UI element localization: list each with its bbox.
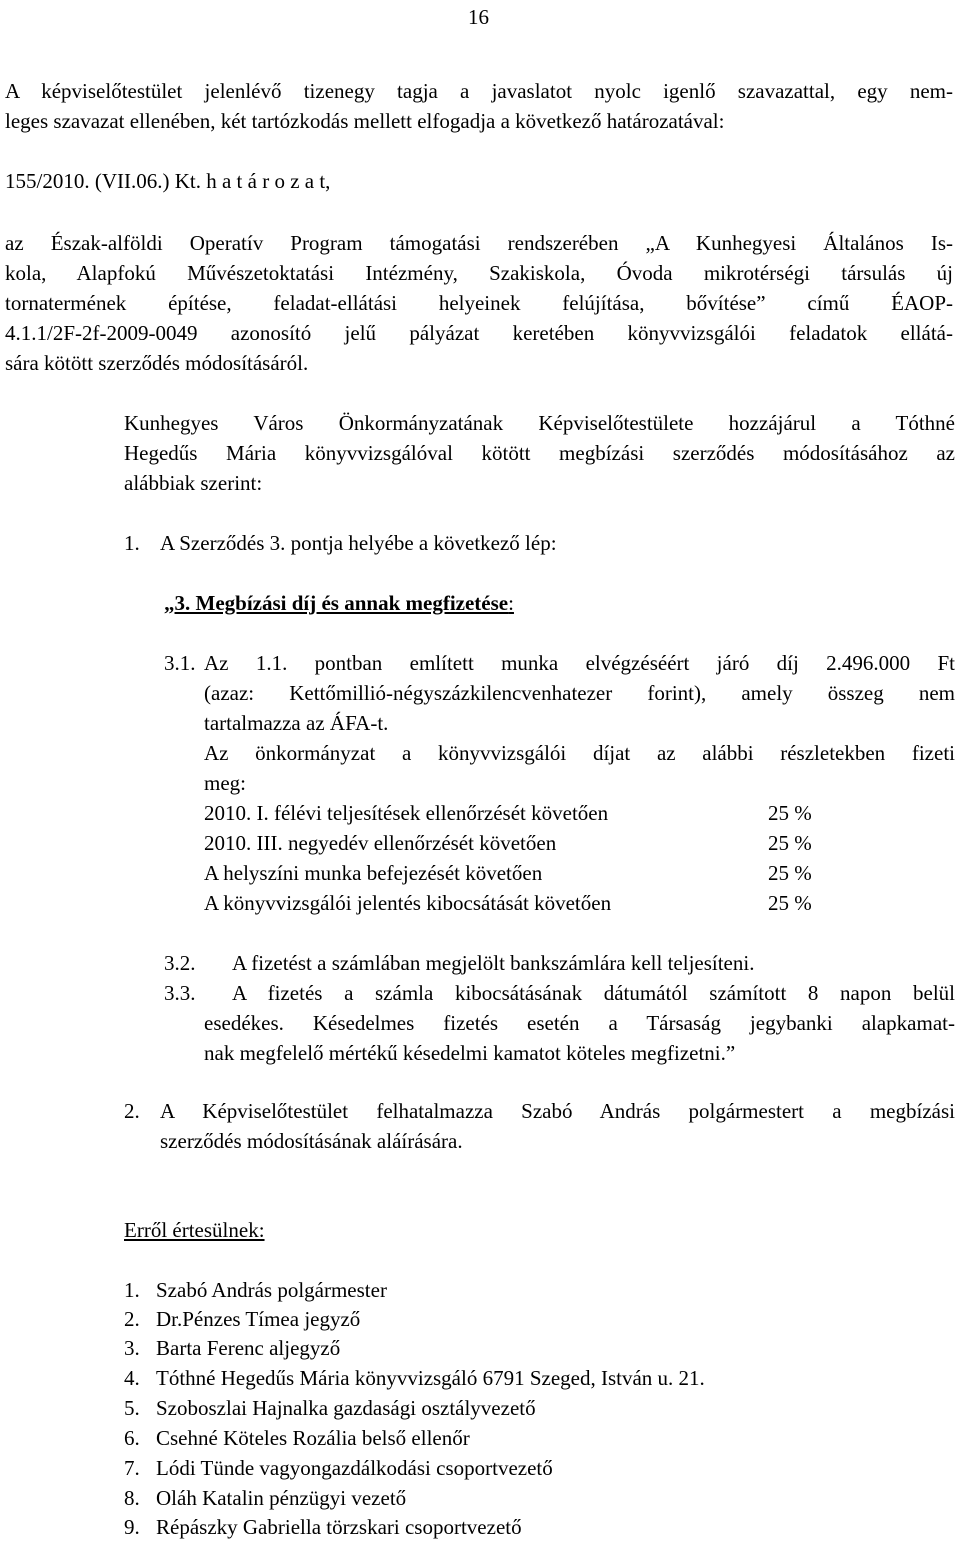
page-number: 16 [468,5,489,29]
clause-3-1-line-3: tartalmazza az ÁFA-t. [204,711,389,735]
item-1-text: A Szerződés 3. pontja helyébe a következő lép: [160,531,557,555]
clause-3-3-line-2: esedékes. Késedelmes fizetés esetén a Társaság jegybanki alapkamat- [204,1011,955,1035]
installment-1-label: 2010. I. félévi teljesítések ellenőrzését követően [204,801,609,825]
installment-3-percent: 25 % [768,861,812,885]
clause-3-1-line-2: (azaz: Kettőmillió-négyszázkilencvenhatezer forint), amely összeg nem [204,681,955,705]
clause-3-3-line-3: nak megfelelő mértékű késedelmi kamatot köteles megfizetni.” [204,1041,736,1065]
recipient-name: Dr.Pénzes Tímea jegyző [156,1307,361,1331]
decision-line-1: Kunhegyes Város Önkormányzatának Képviselőtestülete hozzájárul a Tóthné [124,411,955,435]
decision-line-2: Hegedűs Mária könyvvizsgálóval kötött megbízási szerződés módosításához az [124,441,955,465]
recipient-number: 7. [124,1456,140,1480]
item-2-number: 2. [124,1099,140,1123]
list-item [124,1483,406,1513]
installment-2-label: 2010. III. negyedév ellenőrzését követően [204,831,557,855]
intro-line-1: A képviselőtestület jelenlévő tizenegy tagja a javaslatot nyolc igenlő szavazattal, egy nem- [5,79,953,103]
recipient-number: 5. [124,1396,140,1420]
recipient-name: Tóthné Hegedűs Mária könyvvizsgáló 6791 Szeged, István u. 21. [156,1366,705,1390]
list-item [124,1512,522,1542]
installment-3-label: A helyszíni munka befejezését követően [204,861,543,885]
recipient-name: Barta Ferenc aljegyző [156,1336,341,1360]
decision-line-3: alábbiak szerint: [124,471,263,495]
item-2-line-1: A Képviselőtestület felhatalmazza Szabó András polgármestert a megbízási [160,1099,955,1123]
clause-3-2-number: 3.2. [164,951,196,975]
recipient-name: Répászky Gabriella törzskari csoportvezető [156,1515,522,1539]
recipient-name: Csehné Köteles Rozália belső ellenőr [156,1426,470,1450]
section-title-text: 3. Megbízási díj és annak megfizetése [174,591,509,615]
list-item [124,1333,340,1363]
installment-1-percent: 25 % [768,801,812,825]
clause-3-3-line-1: A fizetés a számla kibocsátásának dátumától számított 8 napon belül [232,981,955,1005]
list-item [124,1275,387,1305]
recipient-number: 1. [124,1278,140,1302]
item-1-number: 1. [124,531,140,555]
section-title-colon: : [508,591,514,615]
clause-3-2-text: A fizetést a számlában megjelölt bankszámlára kell teljesíteni. [232,951,755,975]
intro-line-2: leges szavazat ellenében, két tartózkodás mellett elfogadja a következő határozatával: [5,109,725,133]
item-2-line-2: szerződés módosításának aláírására. [160,1129,463,1153]
resolution-heading [5,166,330,196]
recipient-number: 8. [124,1486,140,1510]
recipient-number: 4. [124,1366,140,1390]
list-item [124,1453,553,1483]
subject-line-4: 4.1.1/2F-2f-2009-0049 azonosító jelű pályázat keretében könyvvizsgálói feladatok ellátá- [5,321,953,345]
subject-line-3: tornatermének építése, feladat-ellátási helyeinek felújítása, bővítése” című ÉAOP- [5,291,953,315]
list-item [124,1304,360,1334]
clause-3-1-line-5: meg: [204,771,246,795]
list-item [124,1363,705,1393]
recipient-number: 6. [124,1426,140,1450]
resolution-id: 155/2010. (VII.06.) Kt. [5,169,201,193]
installment-2-percent: 25 % [768,831,812,855]
recipient-number: 2. [124,1307,140,1331]
recipient-name: Szabó András polgármester [156,1278,387,1302]
installment-4-percent: 25 % [768,891,812,915]
recipient-name: Szoboszlai Hajnalka gazdasági osztályvezető [156,1396,536,1420]
section-title-quote: „ [164,591,175,615]
installment-4-label: A könyvvizsgálói jelentés kibocsátását követően [204,891,612,915]
list-item [124,1423,470,1453]
recipient-number: 3. [124,1336,140,1360]
recipient-number: 9. [124,1515,140,1539]
list-item [124,1393,536,1423]
notify-heading: Erről értesülnek: [124,1218,265,1242]
subject-line-5: sára kötött szerződés módosításáról. [5,351,309,375]
subject-line-1: az Észak-alföldi Operatív Program támogatási rendszerében „A Kunhegyesi Általános Is- [5,231,953,255]
clause-3-3-number: 3.3. [164,981,196,1005]
clause-3-1-number: 3.1. [164,651,196,675]
recipient-name: Lódi Tünde vagyongazdálkodási csoportvezető [156,1456,553,1480]
section-title [164,588,514,618]
clause-3-1-line-1: Az 1.1. pontban említett munka elvégzéséért járó díj 2.496.000 Ft [204,651,955,675]
recipient-name: Oláh Katalin pénzügyi vezető [156,1486,407,1510]
item-1 [124,528,557,558]
clause-3-1-line-4: Az önkormányzat a könyvvizsgálói díjat az alábbi részletekben fizeti [204,741,955,765]
resolution-word: h a t á r o z a t, [206,169,331,193]
subject-line-2: kola, Alapfokú Művészetoktatási Intézmény, Szakiskola, Óvoda mikrotérségi társulás új [5,261,953,285]
